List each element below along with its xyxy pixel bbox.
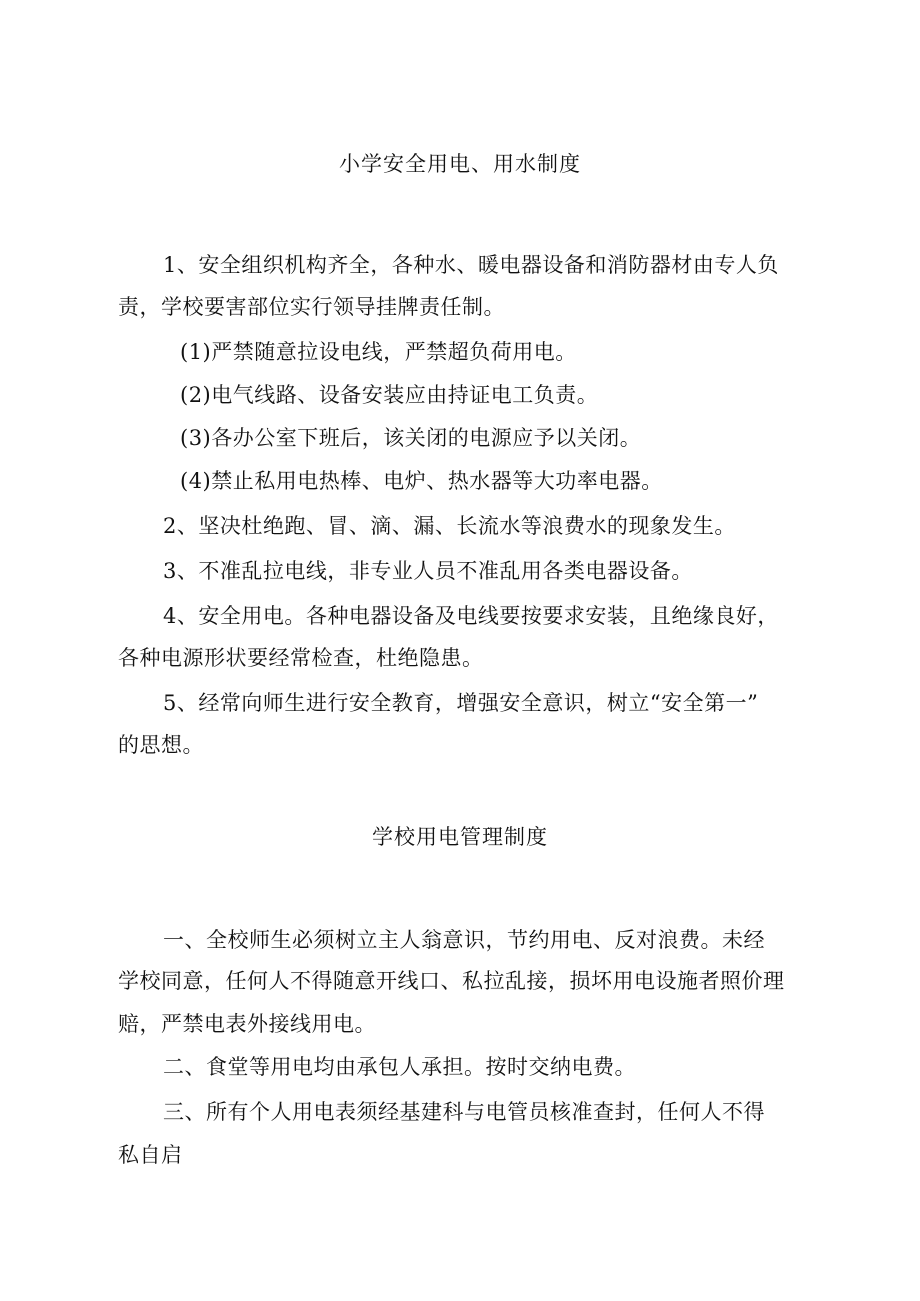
section2-line-5: 三、所有个人用电表须经基建科与电管员核准查封，任何人不得	[163, 1100, 765, 1124]
section2-line-6: 私自启	[118, 1143, 183, 1167]
section2-line-3: 赔，严禁电表外接线用电。	[118, 1012, 376, 1036]
section2-line-2: 学校同意，任何人不得随意开线口、私拉乱接，损坏用电设施者照价理	[118, 969, 785, 993]
section1-line-2: 责，学校要害部位实行领导挂牌责任制。	[118, 295, 505, 319]
section1-title: 小学安全用电、用水制度	[339, 152, 581, 176]
section1-line-7: 2、坚决杜绝跑、冒、滴、漏、长流水等浪费水的现象发生。	[163, 514, 736, 538]
section1-line-9: 4、安全用电。各种电器设备及电线要按要求安装，且绝缘良好，	[163, 604, 779, 628]
section1-line-4: (2)电气线路、设备安装应由持证电工负责。	[180, 383, 599, 407]
section1-line-10: 各种电源形状要经常检查，杜绝隐患。	[118, 646, 484, 670]
section1-line-11: 5、经常向师生进行安全教育，增强安全意识，树立“安全第一”	[163, 691, 759, 715]
section1-line-3: (1)严禁随意拉设电线，严禁超负荷用电。	[180, 340, 577, 364]
section1-line-12: 的思想。	[118, 733, 204, 757]
section2-line-4: 二、食堂等用电均由承包人承担。按时交纳电费。	[163, 1055, 636, 1079]
section2-title: 学校用电管理制度	[372, 825, 548, 849]
section2-line-1: 一、全校师生必须树立主人翁意识，节约用电、反对浪费。未经	[163, 928, 765, 952]
section1-line-1: 1、安全组织机构齐全，各种水、暖电器设备和消防器材由专人负	[163, 253, 779, 277]
section1-line-5: (3)各办公室下班后，该关闭的电源应予以关闭。	[180, 426, 642, 450]
section1-line-8: 3、不准乱拉电线，非专业人员不准乱用各类电器设备。	[163, 559, 693, 583]
section1-line-6: (4)禁止私用电热棒、电炉、热水器等大功率电器。	[180, 469, 663, 493]
